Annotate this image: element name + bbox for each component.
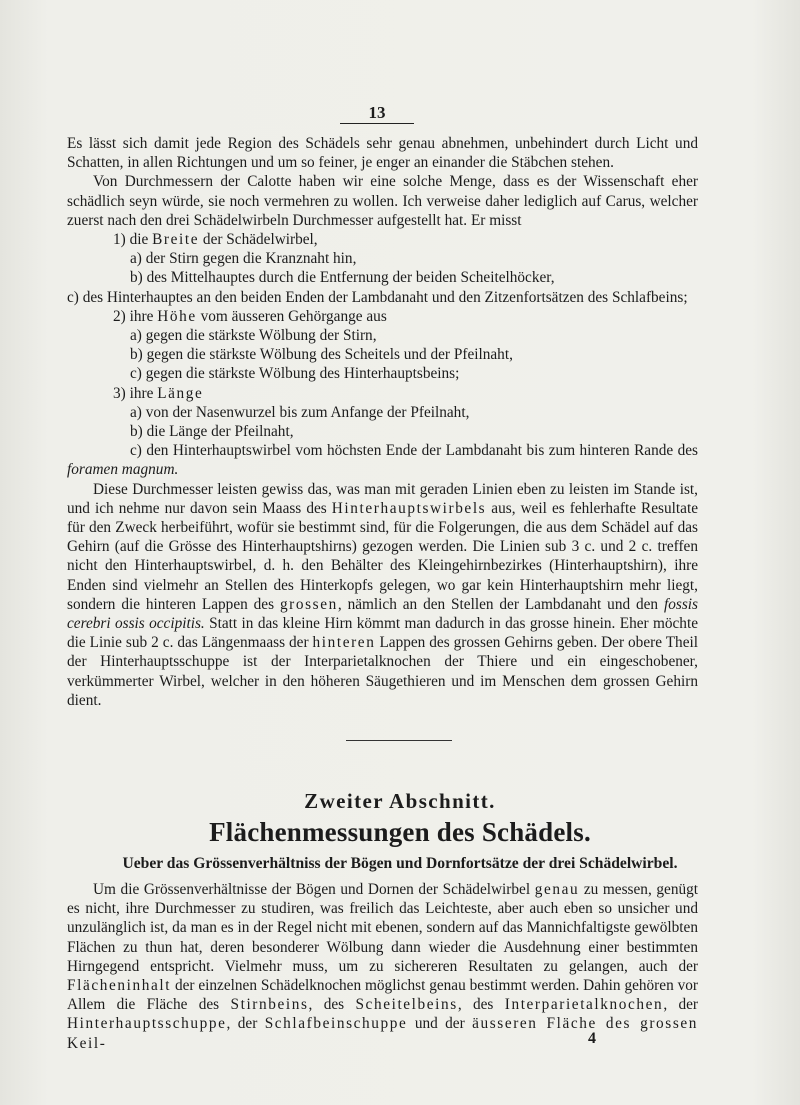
page-number: 13 bbox=[340, 104, 414, 124]
section-divider bbox=[346, 740, 452, 741]
p4-spaced-2: Flächeninhalt bbox=[67, 977, 172, 995]
p3-spaced-2: grossen bbox=[279, 595, 338, 613]
p4-spaced-8: äusseren Fläche des grossen Keil- bbox=[67, 1015, 699, 1052]
list-post-1: der Schädelwirbel, bbox=[202, 231, 318, 249]
list-item-1a: a) der Stirn gegen die Kranznaht hin, bbox=[130, 250, 357, 268]
list-num-3: 3) bbox=[113, 384, 126, 402]
p3-latin: fossis cerebri ossis occipitis. bbox=[67, 595, 698, 633]
list-term-2: Höhe bbox=[157, 307, 197, 325]
list-item-2 bbox=[67, 307, 698, 326]
p4-spaced-4: Scheitelbeins bbox=[355, 996, 458, 1014]
paragraph-4 bbox=[67, 880, 698, 1053]
p4-spaced-5: Interparietalknochen bbox=[504, 996, 664, 1014]
list-item-1 bbox=[67, 230, 698, 249]
list-post-2: vom äusseren Gehörgange aus bbox=[200, 307, 387, 325]
p4-text-6: , der bbox=[663, 996, 699, 1014]
p4-spaced-1: genau bbox=[534, 881, 580, 898]
list-item-3b: b) die Länge der Pfeilnaht, bbox=[130, 423, 294, 441]
paragraph-2: Von Durchmessern der Calotte haben wir eine solche Menge, dass es der Wissenschaft eher schädlich seyn würde, sie noch vermehren zu wollen. Ich verweise daher lediglich auf Carus, welcher zuerst nach den drei Schädelwirbeln Durchmesser aufgestellt hat. Er misst bbox=[67, 173, 698, 229]
p3-text-3: , nämlich an den Stellen der Lambdanaht und den bbox=[337, 595, 659, 613]
list-item-3a: a) von der Nasenwurzel bis zum Anfange der Pfeilnaht, bbox=[130, 403, 470, 421]
list-item-1c: c) des Hinterhauptes an den beiden Enden der Lambdanaht und den Zitzenfortsätzen des Schlafbeins; bbox=[67, 288, 688, 306]
p3-text-5: Lappen des grossen Gehirns geben. Der obere Theil der Hinterhauptsschuppe ist der Interparietalknochen der Thiere und ein eingeschobener, verkümmerter Wirbel, welcher in den höheren Säugethieren und im Menschen dem grossen Gehirn dient. bbox=[67, 634, 698, 709]
section-subtitle: Ueber das Grössenverhältniss der Bögen und Dornfortsätze der drei Schädelwirbel. bbox=[122, 855, 678, 872]
list-item-3c-text: c) den Hinterhauptswirbel vom höchsten Ende der Lambdanaht bis zum hinteren Rande des bbox=[130, 442, 698, 460]
list-pre-1: die bbox=[129, 231, 149, 249]
p4-text-2: zu messen, genügt es nicht, ihre Durchmesser zu studiren, was freilich das Leichteste, aber auch eben so unsicher und unzulänglich ist, da man es in der Regel nicht mit ebenen, sondern auf das Mannichfaltigste gewölbten Flächen zu thun hat, deren besonderer Wölbung dann wieder die Ausdehnung einer bestimmten Hirngegend entspricht. Vielmehr muss, um zu sichereren Resultaten zu gelangen, auch der bbox=[67, 881, 699, 975]
list-pre-3: ihre bbox=[129, 384, 154, 402]
p4-text-3: der einzelnen Schädelknochen möglichst genau bestimmt werden. Dahin gehören vor Allem die Fläche des bbox=[67, 977, 698, 1014]
list-num-1: 1) bbox=[113, 231, 126, 249]
p3-text-2: aus, weil es fehlerhafte Resultate für den Zweck herbeiführt, wofür sie bestimmt sind, für die Folgerungen, die aus dem Schädel auf das Gehirn (auf die Grösse des Hinterhauptshirns) gezogen werden. Die Linien sub 3 c. und 2 c. treffen nicht den Hinterhauptswirbel, d. h. den Behälter des Kleingehirnbezirkes (Hinterhauptshirn), ihre Enden sind vielmehr an Stellen des Hinterkopfs gelegen, wo gar kein Hinterhauptshirn mehr liegt, sondern die hinteren Lappen des bbox=[67, 499, 698, 613]
p3-text-4: Statt in das kleine Hirn kömmt man dadurch in das grosse hinein. Eher möchte die Linie sub 2 c. das Längenmaass der bbox=[67, 615, 698, 652]
p4-spaced-6: Hinterhauptsschuppe bbox=[67, 1015, 227, 1033]
p4-text-8: und der bbox=[414, 1015, 465, 1033]
p4-spaced-3: Stirnbeins bbox=[230, 996, 309, 1014]
paragraph-3 bbox=[67, 480, 698, 710]
list-item-2a: a) gegen die stärkste Wölbung der Stirn, bbox=[130, 327, 377, 345]
p4-text-5: , des bbox=[457, 996, 494, 1014]
list-term-3: Länge bbox=[157, 384, 204, 402]
p4-text-4: , des bbox=[308, 996, 345, 1014]
signature-mark: 4 bbox=[588, 1030, 596, 1047]
p4-text-1: Um die Grössenverhältnisse der Bögen und Dornen der Schädelwirbel bbox=[93, 881, 531, 898]
p4-text-7: , der bbox=[226, 1015, 258, 1033]
text-block-top bbox=[67, 134, 698, 710]
list-num-2: 2) bbox=[113, 307, 126, 325]
list-term-1: Breite bbox=[152, 231, 200, 249]
p4-spaced-7: Schlafbeinschuppe bbox=[264, 1015, 408, 1033]
list-item-1b: b) des Mittelhauptes durch die Entfernung der beiden Scheitelhöcker, bbox=[130, 269, 555, 287]
section-title: Flächenmessungen des Schädels. bbox=[209, 817, 591, 847]
list-pre-2: ihre bbox=[129, 307, 154, 325]
list-item-2c: c) gegen die stärkste Wölbung des Hinterhauptsbeins; bbox=[130, 365, 460, 383]
list-item-3c bbox=[67, 441, 698, 479]
list-item-3 bbox=[67, 384, 698, 403]
p3-spaced-3: hinteren bbox=[312, 634, 376, 652]
paragraph-1: Es lässt sich damit jede Region des Schädels sehr genau abnehmen, unbehindert durch Licht und Schatten, in allen Richtungen und um so feiner, je enger an einander die Stäbchen stehen. bbox=[67, 135, 698, 172]
list-item-2b: b) gegen die stärkste Wölbung des Scheitels und der Pfeilnaht, bbox=[130, 346, 513, 364]
list-item-3c-latin: foramen magnum. bbox=[67, 461, 179, 479]
section-label: Zweiter Abschnitt. bbox=[304, 789, 496, 813]
text-block-bottom bbox=[67, 880, 698, 1053]
p3-spaced-1: Hinterhauptswirbels bbox=[331, 499, 487, 517]
p3-text-1: Diese Durchmesser leisten gewiss das, was man mit geraden Linien eben zu leisten im Stande ist, und ich nehme nur davon sein Maass des bbox=[67, 480, 698, 517]
